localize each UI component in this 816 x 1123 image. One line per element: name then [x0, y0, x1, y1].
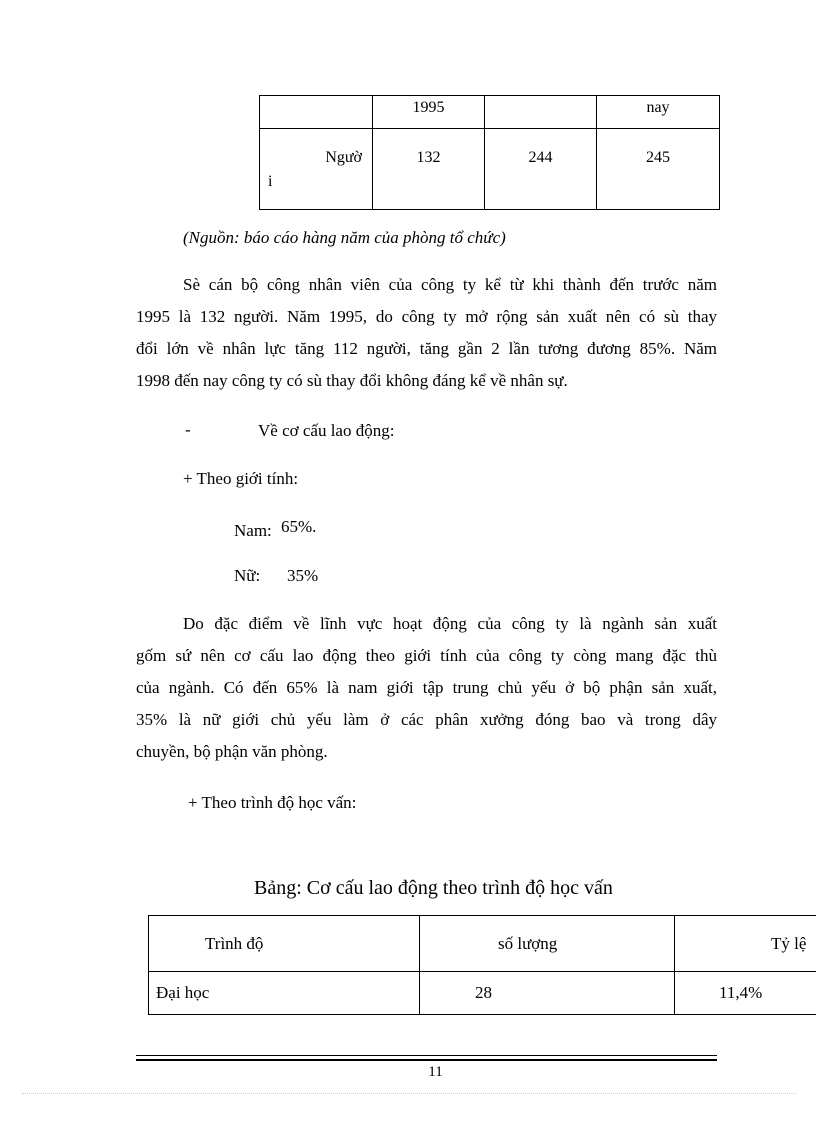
paragraph-staff-count: Sè cán bộ công nhân viên của công ty kể từ khi thành đến trước năm 1995 là 132 người. Năm 1995, do công ty mở rộng sản xuất nên có sù thay đổi lớn về nhân lực tăng 112 người, tăng gần 2 lần tương đương 85%. Năm 1998 đến nay công ty có sù thay đổi không đáng kể về nhân sự. [136, 275, 717, 390]
paragraph-gender-structure: Do đặc điểm về lĩnh vực hoạt động của công ty là ngành sản xuất gốm sứ nên cơ cấu lao động theo giới tính của công ty còng mang đặc thù của ngành. Có đến 65% là nam giới tập trung chủ yếu ở bộ phận sản xuất, 35% là nữ giới chủ yếu làm ở các phân xưởng đóng bao và trong dây chuyền, bộ phận văn phòng. [136, 614, 717, 761]
female-value: 35% [287, 566, 319, 585]
table-cell: 132 [373, 129, 485, 210]
staff-count-table [259, 95, 720, 210]
table-cell: 245 [597, 129, 720, 210]
section-heading: Về cơ cấu lao động: [258, 421, 395, 440]
page-edge-divider [22, 1093, 796, 1094]
page-number: 11 [428, 1064, 443, 1080]
female-label: Nữ: [234, 566, 261, 585]
row-label-cell: Ngườ i [260, 129, 373, 210]
footer-rule [136, 1055, 717, 1056]
footer-rule [136, 1059, 717, 1061]
header-cell: Tỷ lệ [675, 916, 816, 972]
table-cell: 28 [420, 972, 675, 1015]
table-row [149, 972, 816, 1015]
table-header-row [149, 916, 816, 972]
header-cell: Trình độ [149, 916, 420, 972]
table-cell: Đại học [149, 972, 420, 1015]
table-row [260, 96, 720, 129]
education-table [148, 915, 816, 1015]
table-row [260, 129, 720, 210]
male-label: Nam: [234, 521, 272, 540]
bullet-dash: - [185, 420, 191, 439]
table-cell: 11,4% [675, 972, 816, 1015]
table-cell: 1995 [373, 96, 485, 129]
subheading-gender: + Theo giới tính: [183, 469, 299, 488]
male-value: 65%. [281, 517, 317, 536]
table-caption: Bảng: Cơ cấu lao động theo trình độ học vấn [254, 877, 613, 899]
table-cell [485, 96, 597, 129]
table-cell: nay [597, 96, 720, 129]
source-note: (Nguồn: báo cáo hàng năm của phòng tổ chức) [183, 228, 506, 247]
subheading-education: + Theo trình độ học vấn: [188, 793, 357, 812]
table-cell: 244 [485, 129, 597, 210]
table-cell [260, 96, 373, 129]
header-cell: số lượng [420, 916, 675, 972]
